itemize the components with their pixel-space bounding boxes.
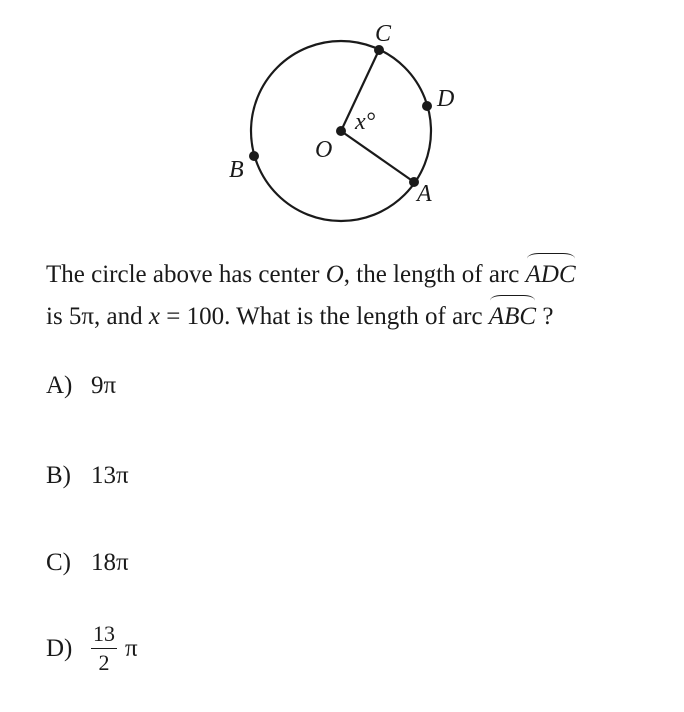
question-text-segment: , the length of arc	[343, 261, 526, 288]
label-c: C	[375, 21, 392, 47]
point-d	[422, 101, 432, 111]
center-point	[336, 126, 346, 136]
choice-letter: C)	[46, 549, 71, 576]
label-a: A	[417, 181, 432, 207]
radius-oa	[341, 131, 414, 182]
center-name: O	[325, 261, 344, 288]
pi-symbol: π	[125, 634, 138, 662]
fraction	[91, 622, 117, 675]
circle-figure	[0, 0, 684, 240]
choice-c[interactable]	[46, 549, 129, 577]
choice-value: 9π	[91, 372, 117, 399]
choice-d[interactable]	[46, 622, 138, 675]
question-text	[46, 254, 666, 338]
fraction-denominator: 2	[98, 650, 110, 675]
question-text-segment: ?	[536, 303, 554, 330]
fraction-numerator: 13	[91, 622, 117, 649]
angle-label: x°	[355, 109, 376, 135]
choice-value: 18π	[91, 549, 129, 576]
point-b	[249, 151, 259, 161]
choice-letter: A)	[46, 372, 73, 399]
choice-value: 13π	[91, 462, 129, 489]
label-d: D	[437, 86, 455, 112]
question-text-segment: = 100. What is the length of arc	[160, 303, 489, 330]
question-line-2	[46, 296, 666, 338]
choice-b[interactable]	[46, 462, 129, 490]
choice-letter: B)	[46, 462, 71, 489]
question-text-segment: is 5π, and	[46, 303, 149, 330]
label-o: O	[315, 137, 333, 163]
label-b: B	[229, 157, 244, 183]
arc-adc: ADC	[526, 254, 576, 296]
choice-letter: D)	[46, 634, 73, 662]
choice-a[interactable]	[46, 372, 116, 400]
question-line-1	[46, 254, 666, 296]
variable-x: x	[148, 303, 161, 330]
circle-diagram	[0, 0, 684, 240]
question-text-segment: The circle above has center	[46, 261, 326, 288]
arc-abc: ABC	[489, 296, 536, 338]
